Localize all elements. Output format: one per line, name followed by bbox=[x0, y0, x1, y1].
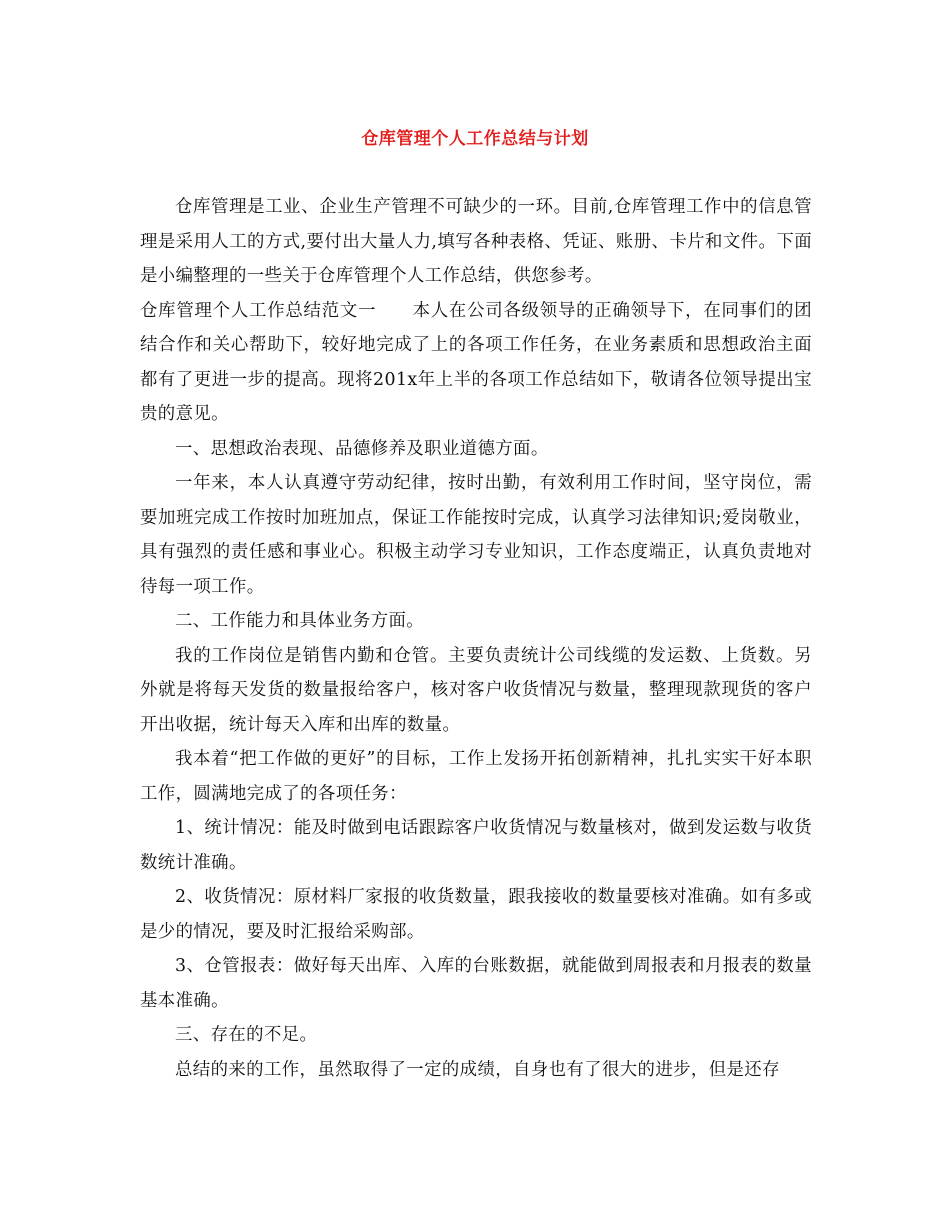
paragraph: 我的工作岗位是销售内勤和仓管。主要负责统计公司线缆的发运数、上货数。另外就是将每天发货的数量报给客户，核对客户收货情况与数量，整理现款现货的客户开出收据，统计每天入库和出库的数量。 bbox=[140, 645, 812, 735]
paragraph: 一年来，本人认真遵守劳动纪律，按时出勤，有效利用工作时间，坚守岗位，需要加班完成工作按时加班加点，保证工作能按时完成，认真学习法律知识;爱岗敬业，具有强烈的责任感和事业心。积极主动学习专业知识，工作态度端正，认真负责地对待每一项工作。 bbox=[140, 473, 812, 597]
paragraph-sample-one: 仓库管理个人工作总结范文一 本人在公司各级领导的正确领导下，在同事们的团结合作和关心帮助下，较好地完成了上的各项工作任务，在业务素质和思想政治主面都有了更进一步的提高。现将201x年上半的各项工作总结如下，敬请各位领导提出宝贵的意见。 bbox=[140, 300, 812, 424]
list-item: 1、统计情况：能及时做到电话跟踪客户收货情况与数量核对，做到发运数与收货数统计准确。 bbox=[140, 818, 812, 873]
document-body bbox=[140, 190, 812, 1087]
document-title: 仓库管理个人工作总结与计划 bbox=[361, 129, 589, 149]
paragraph: 我本着“把工作做的更好”的目标，工作上发扬开拓创新精神，扎扎实实干好本职工作，圆满地完成了的各项任务： bbox=[140, 749, 812, 804]
section-heading-2: 二、工作能力和具体业务方面。 bbox=[175, 611, 425, 631]
section-heading-3: 三、存在的不足。 bbox=[175, 1025, 318, 1045]
list-item: 2、收货情况：原材料厂家报的收货数量，跟我接收的数量要核对准确。如有多或是少的情况，要及时汇报给采购部。 bbox=[140, 887, 812, 942]
paragraph: 总结的来的工作，虽然取得了一定的成绩，自身也有了很大的进步，但是还存 bbox=[175, 1059, 780, 1080]
section-heading-1: 一、思想政治表现、品德修养及职业道德方面。 bbox=[175, 438, 549, 459]
paragraph-intro: 仓库管理是工业、企业生产管理不可缺少的一环。目前,仓库管理工作中的信息管理是采用人工的方式,要付出大量人力,填写各种表格、凭证、账册、卡片和文件。下面是小编整理的一些关于仓库管理个人工作总结，供您参考。 bbox=[140, 197, 812, 286]
list-item: 3、仓管报表：做好每天出库、入库的台账数据，就能做到周报表和月报表的数量基本准确。 bbox=[140, 956, 812, 1011]
